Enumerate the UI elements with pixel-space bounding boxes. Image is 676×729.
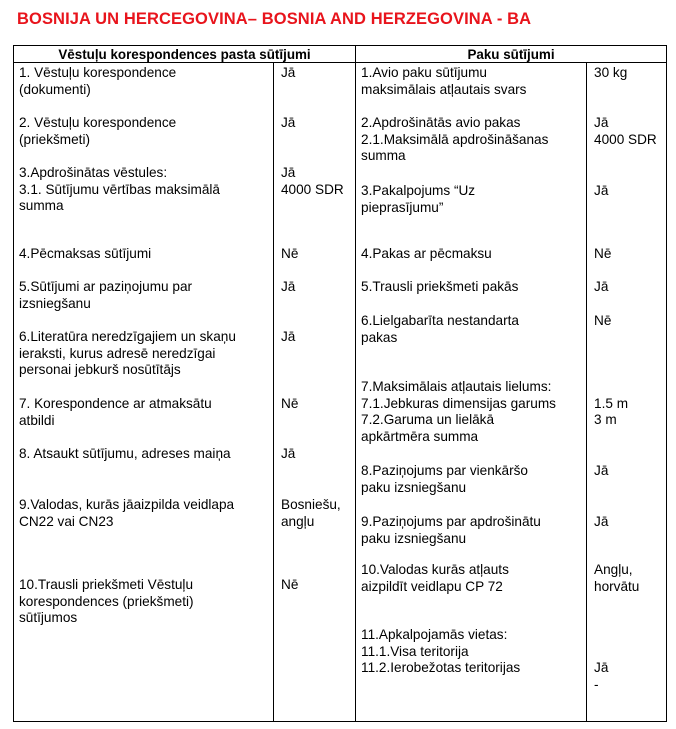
parcel-item-label-8: 8.Paziņojums par vienkāršo paku izsniegšanu bbox=[361, 463, 528, 495]
parcels-value-column bbox=[587, 63, 667, 722]
parcel-item-label-3: 3.Pakalpojums “Uz pieprasījumu” bbox=[361, 183, 476, 215]
parcel-item-label-5: 5.Trausli priekšmeti pakās bbox=[361, 279, 519, 294]
letter-item-value-10: Nē bbox=[281, 577, 299, 592]
parcel-item-value-3: Jā bbox=[594, 183, 609, 198]
page-title: BOSNIJA UN HERCEGOVINA– BOSNIA AND HERZEGOVINA - BA bbox=[17, 10, 532, 28]
parcels-label-column bbox=[356, 63, 587, 722]
parcel-item-label-2: 2.Apdrošinātās avio pakas 2.1.Maksimālā apdrošināšanas summa bbox=[361, 115, 549, 163]
letter-item-label-9: 9.Valodas, kurās jāaizpilda veidlapa CN22 vai CN23 bbox=[19, 497, 235, 529]
parcel-item-value-5: Jā bbox=[594, 279, 609, 294]
letter-item-value-8: Jā bbox=[281, 446, 296, 461]
body-row bbox=[14, 63, 667, 722]
parcel-item-value-6: Nē bbox=[594, 313, 612, 328]
letter-item-label-8: 8. Atsaukt sūtījumu, adreses maiņa bbox=[19, 446, 231, 461]
letter-item-label-6: 6.Literatūra neredzīgajiem un skaņu ieraksti, kurus adresē neredzīgai personai jebkurš nosūtītājs bbox=[19, 329, 236, 377]
letter-item-label-5: 5.Sūtījumi ar paziņojumu par izsniegšanu bbox=[19, 279, 193, 311]
parcels-header: Paku sūtījumi bbox=[356, 46, 667, 63]
parcel-item-value-8: Jā bbox=[594, 463, 609, 478]
letter-item-value-6: Jā bbox=[281, 329, 296, 344]
letter-item-value-7: Nē bbox=[281, 396, 299, 411]
letter-item-label-10: 10.Trausli priekšmeti Vēstuļu korespondences (priekšmeti) sūtījumos bbox=[19, 577, 194, 625]
parcel-item-value-9: Jā bbox=[594, 514, 609, 529]
parcel-item-value-2: Jā 4000 SDR bbox=[594, 115, 657, 147]
letter-item-label-4: 4.Pēcmaksas sūtījumi bbox=[19, 246, 152, 261]
letter-item-value-2: Jā bbox=[281, 115, 296, 130]
parcel-item-value-4: Nē bbox=[594, 246, 612, 261]
parcel-item-label-9: 9.Paziņojums par apdrošinātu paku izsniegšanu bbox=[361, 514, 541, 546]
postal-services-table bbox=[13, 45, 667, 722]
letter-item-label-3: 3.Apdrošinātas vēstules: 3.1. Sūtījumu vērtības maksimālā summa bbox=[19, 165, 220, 213]
letters-header: Vēstuļu korespondences pasta sūtījumi bbox=[14, 46, 356, 63]
parcel-item-label-1: 1.Avio paku sūtījumu maksimālais atļautais svars bbox=[361, 65, 527, 97]
letter-item-label-1: 1. Vēstuļu korespondence (dokumenti) bbox=[19, 65, 177, 97]
letter-item-value-3: Jā 4000 SDR bbox=[281, 165, 344, 197]
parcel-item-label-7: 7.Maksimālais atļautais lielums: 7.1.Jebkuras dimensijas garums 7.2.Garuma un lielākā apkārtmēra summa bbox=[361, 379, 556, 444]
letter-item-value-9: Bosniešu, angļu bbox=[281, 497, 341, 529]
parcel-item-value-10: Angļu, horvātu bbox=[594, 562, 640, 594]
parcel-item-value-7: 1.5 m 3 m bbox=[594, 395, 629, 427]
letters-value-column bbox=[274, 63, 356, 722]
letter-item-value-4: Nē bbox=[281, 246, 299, 261]
letter-item-label-2: 2. Vēstuļu korespondence (priekšmeti) bbox=[19, 115, 177, 147]
letter-item-value-1: Jā bbox=[281, 65, 296, 80]
parcel-item-label-4: 4.Pakas ar pēcmaksu bbox=[361, 246, 492, 261]
parcel-item-label-10: 10.Valodas kurās atļauts aizpildīt veidlapu CP 72 bbox=[361, 562, 509, 594]
parcel-item-value-1: 30 kg bbox=[594, 65, 628, 80]
letter-item-label-7: 7. Korespondence ar atmaksātu atbildi bbox=[19, 396, 212, 428]
parcel-item-value-11: Jā - bbox=[594, 660, 609, 692]
letters-label-column bbox=[14, 63, 274, 722]
header-row bbox=[14, 46, 667, 63]
letter-item-value-5: Jā bbox=[281, 279, 296, 294]
parcel-item-label-6: 6.Lielgabarīta nestandarta pakas bbox=[361, 313, 519, 345]
parcel-item-label-11: 11.Apkalpojamās vietas: 11.1.Visa teritorija 11.2.Ierobežotas teritorijas bbox=[361, 627, 521, 675]
